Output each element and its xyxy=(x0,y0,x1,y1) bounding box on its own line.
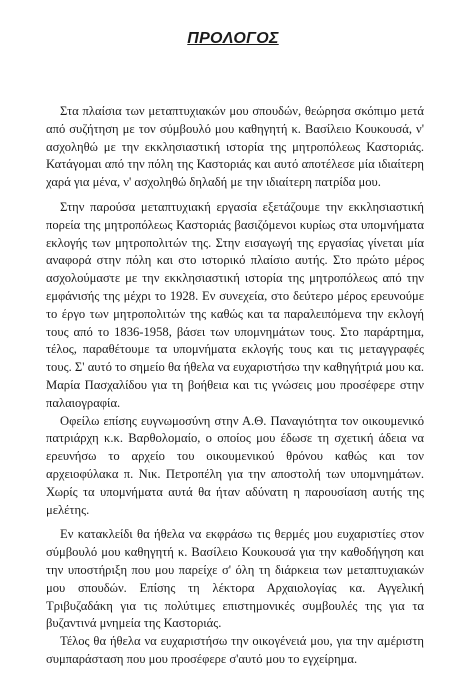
paragraph-gap xyxy=(46,519,424,526)
paragraph-conclusion: Εν κατακλείδι θα ήθελα να εκφράσω τις θερμές μου ευχαριστίες στον σύμβουλό μου καθηγητή κ. Βασίλειο Κουκουσά για την καθοδήγηση και την υποστήριξη που μου παρείχε σ' όλη τη διάρκεια των μεταπτυχιακών μου σπουδών. Επίσης τη λέκτορα Αρχαιολογίας κα. Αγγελική Τριβυζαδάκη για τις πολύτιμες επιστημονικές συμβουλές της για τα βυζαντινά μνημεία της Καστοριάς. xyxy=(46,527,424,631)
paragraph-gratitude-patriarch: Οφείλω επίσης ευγνωμοσύνη στην Α.Θ. Παναγιότητα τον οικουμενικό πατριάρχη κ.κ. Βαρθολομαίο, ο οποίος μου έδωσε τη σχετική άδεια να ερευνήσω το αρχείο του οικουμενικού θρόνου καθώς και τον αρχειοφύλακα π. Νικ. Πετροπέλη για την αποστολή των υπομνημάτων. Χωρίς τα υπομνήματα αυτά θα ήταν αδύνατη η παρουσίαση αυτής της μελέτης. xyxy=(46,413,424,517)
paragraph-structure: Στην παρούσα μεταπτυχιακή εργασία εξετάζουμε την εκκλησιαστική πορεία της μητροπόλεως Καστοριάς βασιζόμενοι κυρίως στα υπομνήματα εκλογής των μητροπολιτών της. Στην εισαγωγή της εργασίας γίνεται μία αναφορά στην πόλη και στο ιστορικό πλαίσιο αυτής. Στο πρώτο μέρος ασχολούμαστε με την εκκλησιαστική ιστορία της μητροπόλεως από την εμφάνισής της μέχρι το 1928. Εν συνεχεία, στο δεύτερο μέρος ερευνούμε το έργο των μητροπολιτών της καθώς και τα παραλειπόμενα την εκλογή τους από το 1836-1958, βάσει των υπομνημάτων τους. Στο παράρτημα, τέλος, παραθέτουμε τα υπομνήματα εκλογής τους και τις μεταγγραφές τους. Σ' αυτό το σημείο θα ήθελα να ευχαριστήσω την καθηγήτριά μου κα. Μαρία Πασχαλίδου για τη βοήθεια και τις γνώσεις μου προσέφερε στην παλαιογραφία. xyxy=(46,199,424,410)
paragraph-family: Τέλος θα ήθελα να ευχαριστήσω την οικογένειά μου, για την αμέριστη συμπαράσταση που μου προσέφερε σ'αυτό μου το εγχείρημα. xyxy=(46,634,424,666)
paragraph-gap xyxy=(46,192,424,199)
prologue-body xyxy=(46,103,424,669)
page-title: ΠΡΟΛΟΓΟΣ xyxy=(187,30,279,47)
paragraph-intro: Στα πλαίσια των μεταπτυχιακών μου σπουδών, θεώρησα σκόπιμο μετά από συζήτηση με τον σύμβουλό μου καθηγητή κ. Βασίλειο Κουκουσά, ν' ασχοληθώ με την εκκλησιαστική ιστορία της μητροπόλεως Καστοριάς. Κατάγομαι από την πόλη της Καστοριάς και αυτό αποτέλεσε μία ιδιαίτερη χαρά για μένα, ν' ασχοληθώ δηλαδή με την ιδιαίτερη πατρίδα μου. xyxy=(46,104,424,190)
